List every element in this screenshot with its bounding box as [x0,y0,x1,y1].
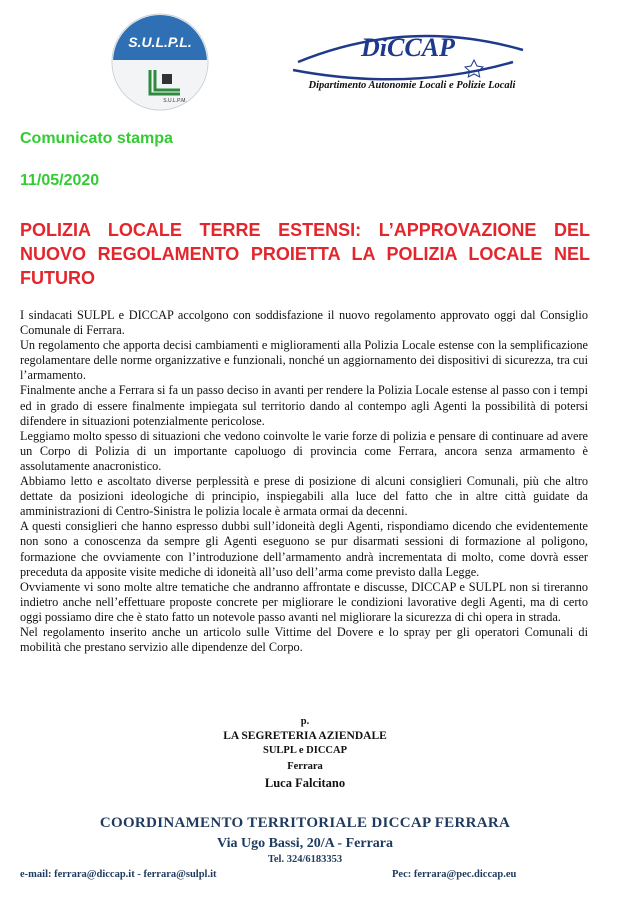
footer-pec: Pec: ferrara@pec.diccap.eu [392,869,517,880]
sulpl-logo-small-text: S.U.L.P.M. [163,98,187,104]
diccap-logo-text: DiCCAP [361,33,455,62]
signature-city: Ferrara [287,761,323,772]
release-date: 11/05/2020 [20,172,100,189]
body-text [20,308,588,655]
sulpl-logo-text: S.U.L.P.L. [128,34,192,50]
body-paragraph: Ovviamente vi sono molte altre tematiche che andranno affrontate e discusse, DICCAP e SULPL non si tireranno indietro anche nell’effettuare proposte concrete per migliorare le condizioni lavorative degli Agenti, ma di certo oggi possiamo dire che è stato fatto un notevole passo avanti nel migliorare la sicurezza di chi opera in strada. [20,579,588,624]
footer-email: e-mail: ferrara@diccap.it - ferrara@sulpl.it [20,869,217,880]
body-paragraph: Nel regolamento inserito anche un articolo sulle Vittime del Dovere e lo spray per gli operatori Comunali di mobilità che prestano servizio alle dipendenze del Corpo. [20,624,588,655]
body-paragraph: Un regolamento che apporta decisi cambiamenti e miglioramenti alla Polizia Locale estense con la semplificazione regolamentare delle norme organizzative e funzionali, nonché un aggiornamento dei dispositivi di sicurezza, tra cui l’armamento. [20,338,588,383]
body-paragraph: I sindacati SULPL e DICCAP accolgono con soddisfazione il nuovo regolamento approvato oggi dal Consiglio Comunale di Ferrara. [20,308,588,338]
press-release-label: Comunicato stampa [20,130,173,147]
footer-title: COORDINAMENTO TERRITORIALE DICCAP FERRARA [99,815,511,831]
signature-secretariat: LA SEGRETERIA AZIENDALE [223,730,387,742]
diccap-subtitle: Dipartimento Autonomie Locali e Polizie Locali [308,80,516,91]
body-paragraph: Leggiamo molto spesso di situazioni che vedono coinvolte le varie forze di polizia e pensare di continuare ad avere un Corpo di Polizia di un importante capoluogo di provincia come Ferrara, ancora senza armamento è assolutamente anacronistico. [20,428,588,473]
sulpl-logo [110,12,210,112]
signature-unions: SULPL e DICCAP [262,745,347,756]
body-paragraph: Abbiamo letto e ascoltato diverse perplessità e prese di posizione di alcuni consiglieri Comunali, più che altro dettate da posizioni ideologiche di principio, inspiegabili alla luce del fatto che in altre città guidate da amministrazioni di Centro-Sinistra le polizia locale è armata ormai da decenni. [20,474,588,519]
signature-p: p. [300,716,310,727]
headline: POLIZIA LOCALE TERRE ESTENSI: L’APPROVAZIONE DEL NUOVO REGOLAMENTO PROIETTA LA POLIZIA LOCALE NEL FUTURO [20,220,590,288]
body-paragraph: Finalmente anche a Ferrara si fa un passo deciso in avanti per rendere la Polizia Locale estense al passo con i tempi ed in grado di essere finalmente impiegata sul territorio dando al contempo agli Agenti la possibilità di potersi difendere in situazioni potenzialmente pericolose. [20,383,588,428]
signature-name: Luca Falcitano [264,776,346,790]
footer-address: Via Ugo Bassi, 20/A - Ferrara [216,836,393,851]
footer-phone: Tel. 324/6183353 [267,854,343,865]
body-paragraph: A questi consiglieri che hanno espresso dubbi sull’idoneità degli Agenti, rispondiamo dicendo che evidentemente non sono a conoscenza da sempre gli Agenti eseguono se pur disarmati sessioni di formazione al poligono, formazione che ovviamente con l’introduzione dell’armamento andrà incrementata di molto, come dovrà esser preceduta da apposite visite mediche di idoneità all’uso dell’arma come previsto dalla Legge. [20,519,588,579]
